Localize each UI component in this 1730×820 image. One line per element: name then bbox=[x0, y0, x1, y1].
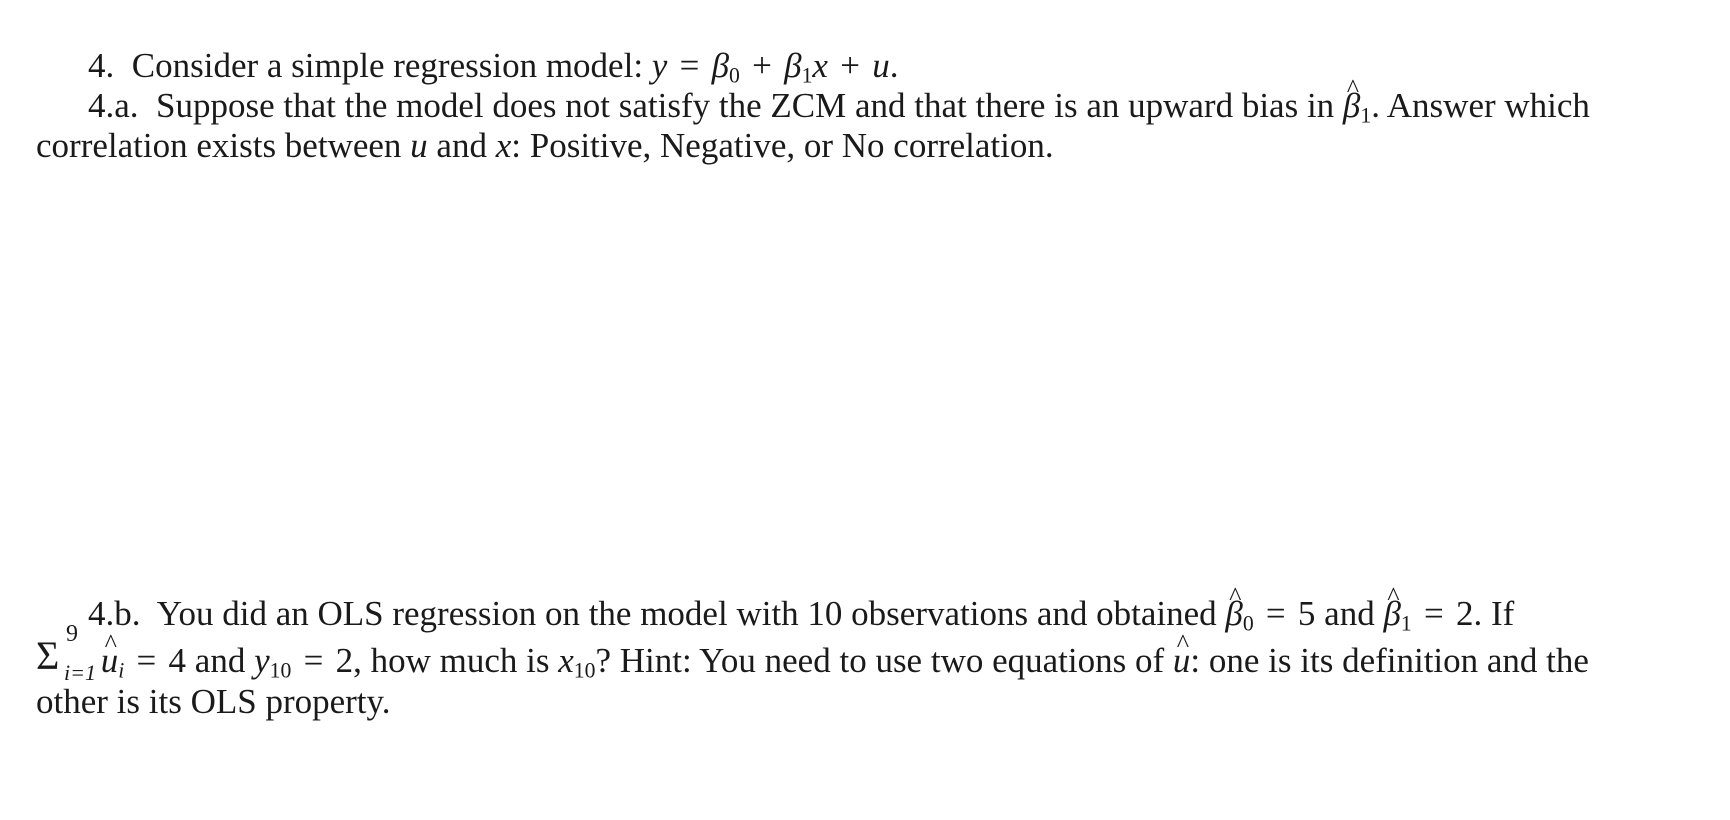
question-label: 4.b. bbox=[88, 594, 141, 633]
sum-upper-limit: 9 bbox=[66, 621, 78, 647]
hint-text: : one is its definition and the bbox=[1190, 641, 1589, 680]
answer-options: : Positive, Negative, or No correlation. bbox=[511, 126, 1054, 165]
variable-x: x bbox=[495, 126, 512, 165]
model-equation: $y = \beta_0 + \beta_1x + u$. bbox=[651, 46, 899, 88]
intro-text: Consider a simple regression model: bbox=[131, 46, 644, 85]
question-text: 2, how much is bbox=[335, 641, 550, 680]
question-4b-line-2 bbox=[36, 621, 1589, 685]
question-text: and bbox=[436, 126, 487, 165]
question-text: Suppose that the model does not satisfy the ZCM and that there is an upward bias in bbox=[156, 86, 1335, 125]
equals-sign: = bbox=[1265, 594, 1286, 633]
residual-hat: ^ u bbox=[101, 643, 119, 678]
variable-u: u bbox=[410, 126, 428, 165]
beta0-hat: ^ β bbox=[1225, 596, 1242, 631]
question-4a-line-2 bbox=[36, 128, 1054, 163]
question-text: correlation exists between bbox=[36, 126, 402, 165]
hint-text: other is its OLS property. bbox=[36, 682, 391, 721]
x-subscript: 10 bbox=[573, 658, 596, 683]
question-label: 4.a. bbox=[88, 86, 139, 125]
beta0-subscript: 0 bbox=[1242, 611, 1254, 636]
question-text: You did an OLS regression on the model with 10 observations and obtained bbox=[156, 594, 1217, 633]
variable-y: y bbox=[254, 641, 270, 680]
value-text: 2. If bbox=[1456, 594, 1515, 633]
summation bbox=[36, 621, 96, 685]
value-text: 4 and bbox=[168, 641, 246, 680]
equals-sign: = bbox=[303, 641, 324, 680]
hint-text: ? Hint: You need to use two equations of bbox=[595, 641, 1165, 680]
equals-sign: = bbox=[1424, 594, 1444, 633]
question-4b-line-3 bbox=[36, 684, 391, 719]
question-4a-line-1 bbox=[88, 86, 1590, 128]
question-4b-line-1 bbox=[88, 594, 1515, 636]
y-subscript: 10 bbox=[269, 658, 292, 683]
equals-sign: = bbox=[136, 641, 157, 680]
residual-subscript: i bbox=[118, 658, 125, 683]
value-text: 5 and bbox=[1297, 594, 1375, 633]
residual-hat: ^ u bbox=[1173, 643, 1191, 678]
question-text-end: . Answer which bbox=[1371, 86, 1590, 125]
beta1-subscript: 1 bbox=[1400, 611, 1412, 636]
question-number: 4. bbox=[88, 46, 115, 85]
beta1-hat: ^ β bbox=[1383, 596, 1400, 631]
sum-lower-limit: i=1 bbox=[64, 660, 96, 685]
beta-hat: ^ β bbox=[1343, 88, 1360, 123]
question-4-intro bbox=[88, 46, 899, 88]
beta-subscript: 1 bbox=[1360, 103, 1372, 128]
sigma-icon: Σ bbox=[36, 633, 60, 678]
variable-x: x bbox=[558, 641, 574, 680]
